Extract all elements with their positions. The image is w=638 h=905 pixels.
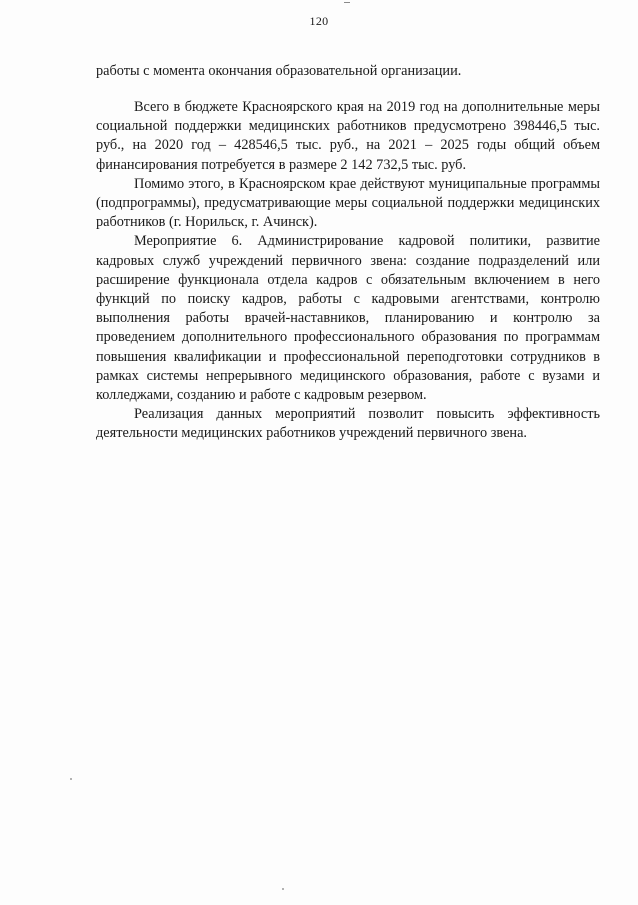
scan-speck bbox=[70, 778, 72, 780]
scan-artifact bbox=[344, 2, 350, 3]
paragraph-measure-6: Мероприятие 6. Администрирование кадровой политики, развитие кадровых служб учреждений первичного звена: создание подразделений или расширение функционала отдела кадров с обязательным включением в него функций по поиску кадров, работы с кадровыми агентствами, контролю выполнения работы врачей-наставников, планированию и контролю за проведением дополнительного профессионального образования по программам повышения квалификации и профессиональной переподготовки сотрудников в рамках системы непрерывного медицинского образования, работе с вузами и колледжами, созданию и работе с кадровым резервом. bbox=[96, 233, 600, 404]
body-text bbox=[96, 98, 600, 444]
paragraph-implementation: Реализация данных мероприятий позволит повысить эффективность деятельности медицинских работников учреждений первичного звена. bbox=[96, 406, 600, 442]
scan-speck bbox=[282, 888, 284, 890]
paragraph-budget: Всего в бюджете Красноярского края на 2019 год на дополнительные меры социальной поддержки медицинских работников предусмотрено 398446,5 тыс. руб., на 2020 год – 428546,5 тыс. руб., на 2021 – 2025 годы общий объем финансирования потребуется в размере 2 142 732,5 тыс. руб. bbox=[96, 99, 600, 173]
paragraph-municipal-programs: Помимо этого, в Красноярском крае действуют муниципальные программы (подпрограммы), предусматривающие меры социальной поддержки медицинских работников (г. Норильск, г. Ачинск). bbox=[96, 175, 600, 231]
page-number: 120 bbox=[309, 14, 329, 28]
continuation-line: работы с момента окончания образовательной организации. bbox=[96, 63, 462, 79]
